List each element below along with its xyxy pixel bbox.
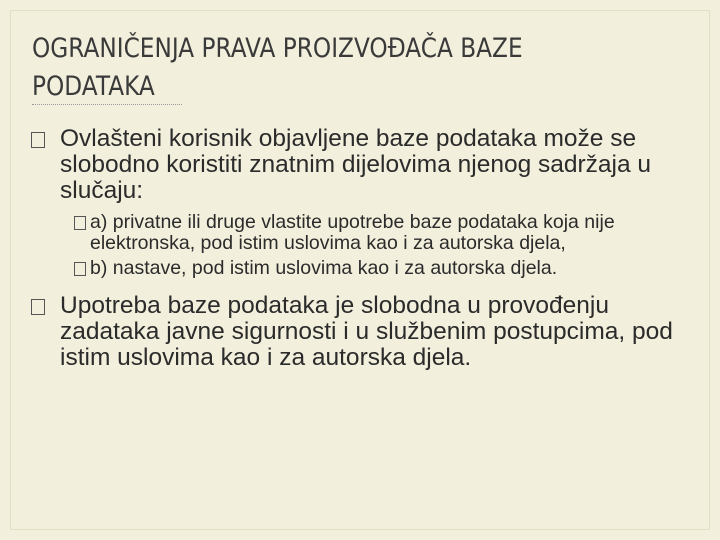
checkbox-bullet-icon xyxy=(31,299,45,315)
checkbox-bullet-icon xyxy=(31,132,45,148)
bullet-2-text: Upotreba baze podataka je slobodna u provođenju zadataka javne sigurnosti i u službenim postupcima, pod istim uslovima kao i za autorska djela. xyxy=(60,292,673,371)
bullet-1-text: Ovlašteni korisnik objavljene baze podataka može se slobodno koristiti znatnim dijelovima njenog sadržaja u slučaju: xyxy=(60,125,652,204)
sub-bullet-a-text: a) privatne ili druge vlastite upotrebe baze podataka koja nije elektronska, pod istim uslovima kao i za autorska djela, xyxy=(90,211,615,254)
bullet-1 xyxy=(30,126,700,204)
bullet-1-subitems xyxy=(30,212,700,279)
checkbox-bullet-icon xyxy=(74,262,86,276)
title-line-1: OGRANIČENJA PRAVA PROIZVOĐAČA BAZE xyxy=(32,33,523,64)
slide-content xyxy=(30,126,700,379)
checkbox-bullet-icon xyxy=(74,216,86,230)
sub-bullet-b-text: b) nastave, pod istim uslovima kao i za autorska djela. xyxy=(90,257,558,279)
sub-bullet-a xyxy=(30,212,700,254)
title-line-2: PODATAKA xyxy=(32,71,155,102)
sub-bullet-b xyxy=(30,258,700,279)
bullet-2 xyxy=(30,293,700,371)
slide-title xyxy=(32,30,600,106)
title-underline xyxy=(32,104,182,105)
